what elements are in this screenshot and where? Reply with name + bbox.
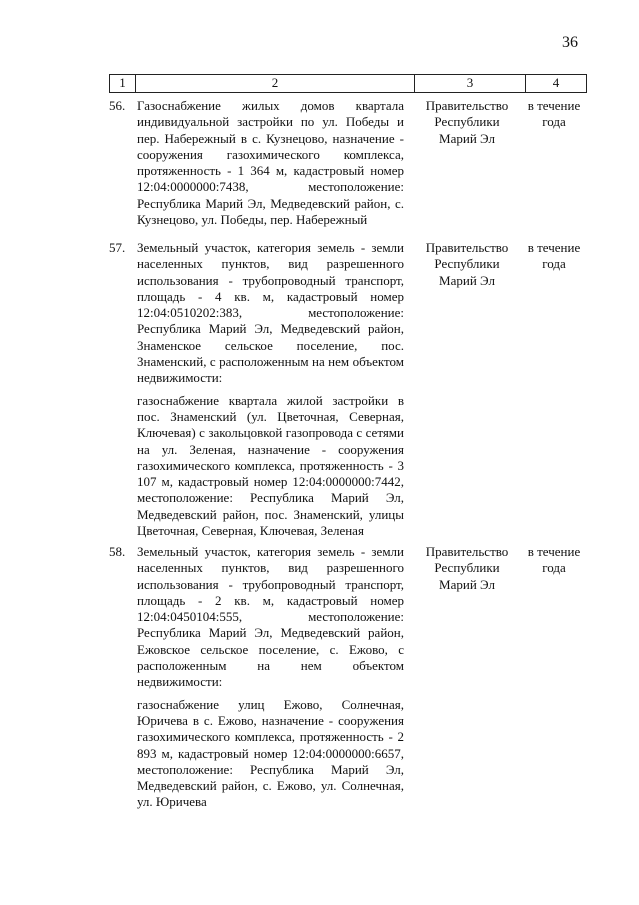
row-number: 56.	[109, 98, 126, 113]
row-description	[137, 544, 404, 811]
column-header-2: 2	[136, 75, 415, 92]
column-header-4: 4	[526, 75, 587, 92]
description-paragraph: Земельный участок, категория земель - земли населенных пунктов, вид разрешенного использования - трубопроводный транспорт, площадь - 2 кв. м, кадастровый номер 12:04:0450104:555, местоположение: Республика Марий Эл, Медведевский район, Ежовское сельское поселение, с. Ежово, с расположенным на нем объектом недвижимости:	[137, 544, 404, 690]
deadline: в течение года	[527, 240, 581, 272]
row-number: 57.	[109, 240, 126, 255]
row-description	[137, 240, 404, 539]
deadline: в течение года	[527, 98, 581, 130]
row-number: 58.	[109, 544, 126, 559]
responsible-organization: Правительство Республики Марий Эл	[425, 544, 509, 592]
description-paragraph: газоснабжение квартала жилой застройки в пос. Знаменский (ул. Цветочная, Северная, Ключевая) с закольцовкой газопровода с сетями на ул. Зеленая, назначение - сооружения газохимического комплекса, протяженность - 3 107 м, кадастровый номер 12:04:0000000:7442, местоположение: Республика Марий Эл, Медведевский район, пос. Знаменский, улицы Цветочная, Северная, Ключевая, Зеленая	[137, 392, 404, 539]
table-header-row	[109, 74, 587, 93]
page-number: 36	[562, 34, 578, 51]
description-paragraph: Газоснабжение жилых домов квартала индивидуальной застройки по ул. Победы и пер. Набережный в с. Кузнецово, назначение - сооружения газохимического комплекса, протяженность - 1 364 м, кадастровый номер 12:04:0000000:7438, местоположение: Республика Марий Эл, Медведевский район, с. Кузнецово, ул. Победы, пер. Набережный	[137, 98, 404, 228]
responsible-organization: Правительство Республики Марий Эл	[425, 98, 509, 146]
deadline: в течение года	[527, 544, 581, 576]
responsible-organization: Правительство Республики Марий Эл	[425, 240, 509, 288]
column-header-1: 1	[109, 75, 136, 92]
description-paragraph: газоснабжение улиц Ежово, Солнечная, Юричева в с. Ежово, назначение - сооружения газохимического комплекса, протяженность - 2 893 м, кадастровый номер 12:04:0000000:6657, местоположение: Республика Марий Эл, Медведевский район, с. Ежово, ул. Солнечная, ул. Юричева	[137, 696, 404, 810]
column-header-3: 3	[415, 75, 526, 92]
document-table	[109, 74, 587, 810]
row-description	[137, 98, 404, 228]
description-paragraph: Земельный участок, категория земель - земли населенных пунктов, вид разрешенного использования - трубопроводный транспорт, площадь - 4 кв. м, кадастровый номер 12:04:0510202:383, местоположение: Республика Марий Эл, Медведевский район, Знаменское сельское поселение, пос. Знаменский, с расположенным на нем объектом недвижимости:	[137, 240, 404, 386]
